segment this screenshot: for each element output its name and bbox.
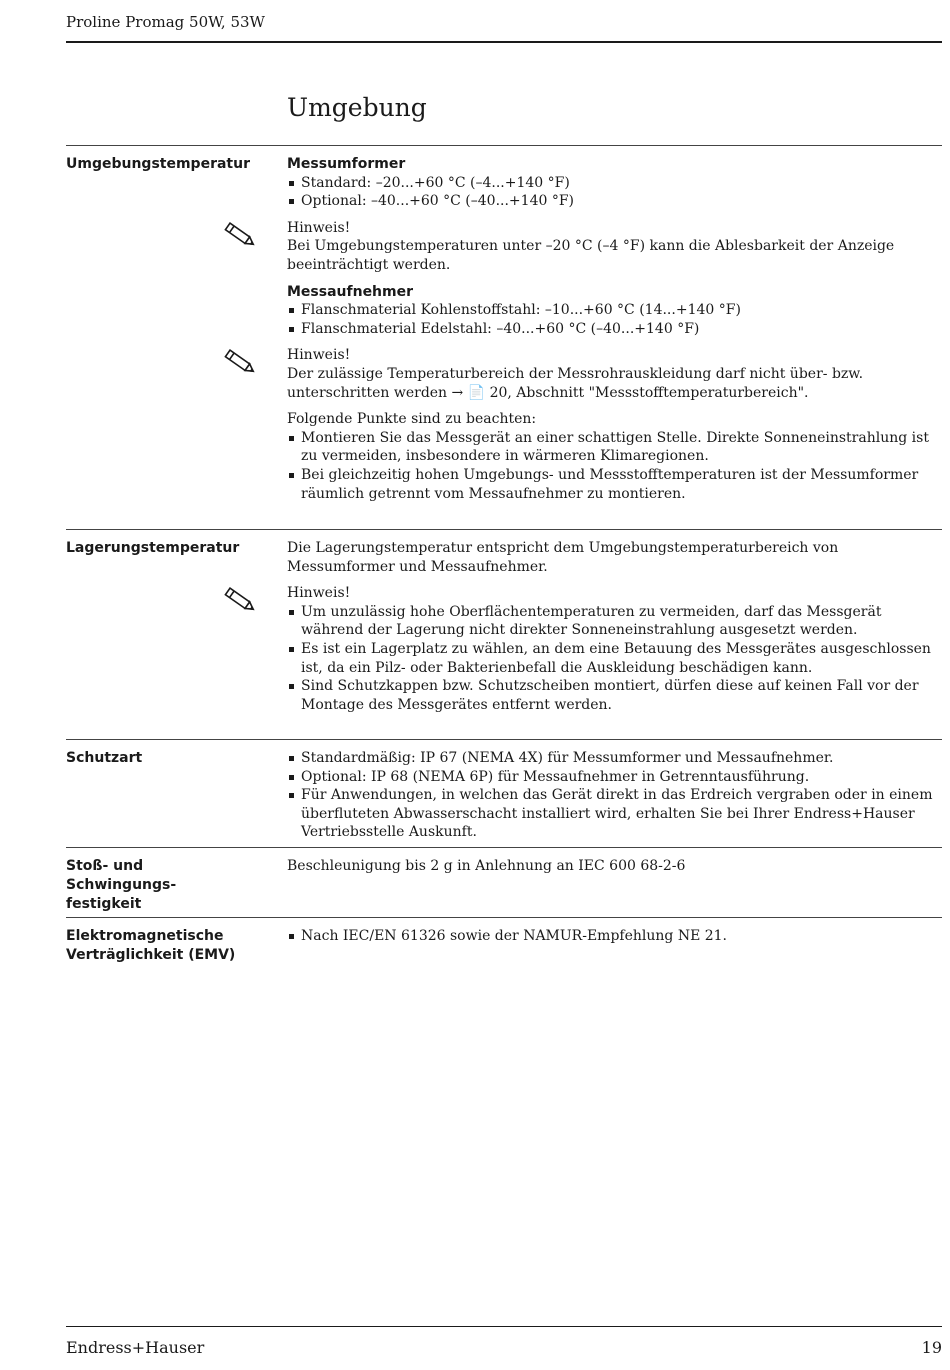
row-divider [66, 529, 942, 530]
list-item: Standardmäßig: IP 67 (NEMA 4X) für Messumformer und Messaufnehmer. [287, 749, 942, 768]
emv-list [287, 927, 942, 946]
row-label-schutzart: Schutzart [66, 750, 143, 766]
row-divider [66, 145, 942, 146]
row-label-lagerungstemperatur: Lagerungstemperatur [66, 540, 240, 556]
row-divider [66, 847, 942, 848]
pencil-icon [221, 220, 259, 250]
lagerung-text: Die Lagerungstemperatur entspricht dem Umgebungstemperaturbereich von Messumformer und Messaufnehmer. [287, 540, 839, 575]
messaufnehmer-list [287, 301, 942, 338]
note-title: Hinweis! [287, 585, 351, 602]
list-item: Flanschmaterial Edelstahl: –40...+60 °C (–40...+140 °F) [287, 320, 942, 339]
stoss-text: Beschleunigung bis 2 g in Anlehnung an IEC 600 68-2-6 [287, 858, 686, 874]
points-list [287, 429, 942, 503]
running-header: Proline Promag 50W, 53W [66, 13, 265, 31]
lagerung-content [287, 539, 942, 714]
pencil-icon [221, 585, 259, 615]
schutzart-list [287, 749, 942, 842]
list-item: Flanschmaterial Kohlenstoffstahl: –10...+60 °C (14...+140 °F) [287, 301, 942, 320]
umgebung-content [287, 155, 942, 503]
row-label-stossfestigkeit: Stoß- und Schwingungs-festigkeit [66, 858, 177, 912]
lagerung-note-list [287, 603, 942, 715]
row-label-emv: Elektromagnetische Verträglichkeit (EMV) [66, 928, 236, 963]
subheading-messumformer: Messumformer [287, 156, 406, 172]
list-item: Standard: –20...+60 °C (–4...+140 °F) [287, 174, 942, 193]
list-item: Für Anwendungen, in welchen das Gerät direkt in das Erdreich vergraben oder in einem überfluteten Abwasserschacht installiert wird, erhalten Sie bei Ihrer Endress+Hauser Vertriebsstelle Auskunft. [287, 786, 942, 842]
footer-rule [66, 1326, 942, 1327]
note-text: Der zulässige Temperaturbereich der Messrohrauskleidung darf nicht über- bzw. unterschritten werden → 📄 20, Abschnitt "Messstofftemperaturbereich". [287, 365, 864, 401]
note-title: Hinweis! [287, 347, 351, 364]
list-item: Optional: IP 68 (NEMA 6P) für Messaufnehmer in Getrenntausführung. [287, 768, 942, 787]
row-divider [66, 739, 942, 740]
list-item: Bei gleichzeitig hohen Umgebungs- und Messstofftemperaturen ist der Messumformer räumlich getrennt vom Messaufnehmer zu montieren. [287, 466, 942, 503]
row-divider [66, 917, 942, 918]
messumformer-list [287, 174, 942, 211]
list-item: Sind Schutzkappen bzw. Schutzscheiben montiert, dürfen diese auf keinen Fall vor der Montage des Messgerätes entfernt werden. [287, 677, 942, 714]
schutzart-content [287, 749, 942, 842]
note-text: Bei Umgebungstemperaturen unter –20 °C (–4 °F) kann die Ablesbarkeit der Anzeige beeinträchtigt werden. [287, 238, 895, 273]
points-intro: Folgende Punkte sind zu beachten: [287, 411, 537, 428]
list-item: Es ist ein Lagerplatz zu wählen, an dem eine Betauung des Messgerätes ausgeschlossen ist, da ein Pilz- oder Bakterienbefall die Auskleidung beschädigen kann. [287, 640, 942, 677]
stoss-content [287, 857, 942, 876]
footer-publisher: Endress+Hauser [66, 1338, 205, 1357]
list-item: Nach IEC/EN 61326 sowie der NAMUR-Empfehlung NE 21. [287, 927, 942, 946]
list-item: Optional: –40...+60 °C (–40...+140 °F) [287, 192, 942, 211]
note-title: Hinweis! [287, 219, 351, 236]
subheading-messaufnehmer: Messaufnehmer [287, 283, 414, 300]
list-item: Um unzulässig hohe Oberflächentemperaturen zu vermeiden, darf das Messgerät während der Lagerung nicht direkter Sonneneinstrahlung ausgesetzt werden. [287, 603, 942, 640]
section-title: Umgebung [287, 93, 427, 122]
list-item: Montieren Sie das Messgerät an einer schattigen Stelle. Direkte Sonneneinstrahlung ist zu vermeiden, insbesondere in wärmeren Klimaregionen. [287, 429, 942, 466]
header-rule [66, 41, 942, 43]
row-label-umgebungstemperatur: Umgebungstemperatur [66, 156, 250, 172]
pencil-icon [221, 347, 259, 377]
emv-content [287, 927, 942, 946]
page-number: 19 [921, 1338, 942, 1357]
